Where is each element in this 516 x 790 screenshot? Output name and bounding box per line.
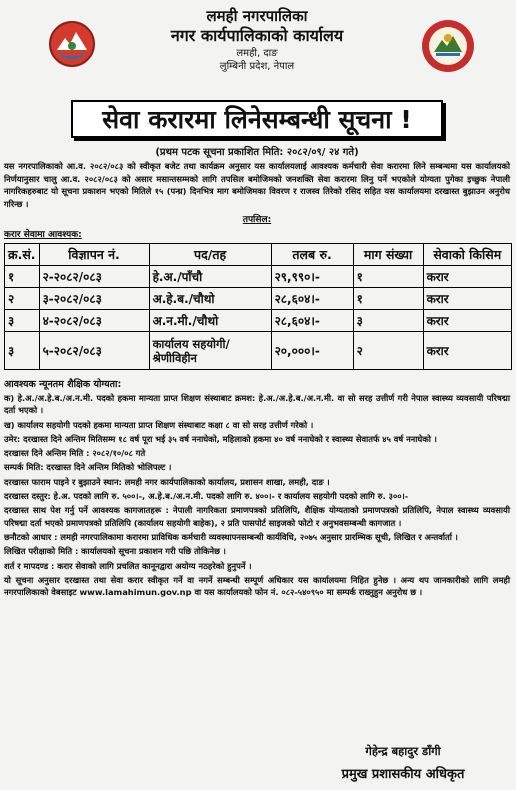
requirement-label: करार सेवामा आवश्यक:	[4, 230, 82, 240]
vacancy-table	[4, 243, 512, 370]
cell-post: हे.अ./पाँचौ	[149, 266, 271, 288]
table-row	[5, 288, 512, 310]
qualification-b: ख) कार्यालय सहयोगी पदको हकमा मान्यता प्राप्त शिक्षण संस्थाबाट कक्षा ८ वा सो सरह उत्तीर्ण गरेको ।	[4, 419, 314, 430]
cell-ad-no: २-२०८२/०८३	[39, 266, 149, 288]
cell-count: ३	[353, 310, 423, 332]
publication-date: (प्रथम पटक सूचना प्रकाशित मिति: २०८२/०९/ २४ गते)	[155, 147, 359, 158]
col-type: सेवाको किसिम	[423, 244, 511, 266]
office-province: लुम्बिनी प्रदेश, नेपाल	[219, 61, 295, 73]
age-limit: उमेर: दरखास्त दिने अन्तिम मितिसम्म १८ वर्ष पूरा भई ३५ वर्ष ननाघेको, महिलाको हकमा ४० वर्ष ननाघेको र स्वास्थ्य सेवातर्फ ४५ वर्ष ननाघेको ।	[4, 433, 437, 444]
header	[4, 8, 510, 96]
cell-ad-no: ३-२०८२/०८३	[39, 288, 149, 310]
office-place: लमही, दाङ	[236, 47, 278, 59]
website-link[interactable]: www.lamahimun.gov.np	[79, 587, 192, 598]
municipality-logo-icon	[420, 18, 476, 74]
cell-post: अ.हे.ब./चौथो	[149, 288, 271, 310]
table-caption: तपसिल:	[242, 215, 272, 225]
cell-post-line1: कार्यालय सहयोगी/	[152, 336, 230, 351]
cell-salary: २९,९९०।-	[271, 266, 353, 288]
exam-date: लिखित परीक्षाको मिति : कार्यालयको सूचना प्रकाशन गरी पछि तोकिनेछ ।	[4, 546, 226, 557]
signatory-name: गेहेन्द्र बहादुर डाँगी	[365, 744, 441, 758]
cell-salary: २०,०००।-	[271, 332, 353, 370]
closing-text-b: वा यस कार्यालयको फोन नं. ०८२-५४०९५० मा सम्पर्क राख्नुहुन अनुरोध छ ।	[194, 587, 423, 598]
intro-paragraph: यस नगरपालिकाको आ.व. २०८२/०८३ को स्वीकृत बजेट तथा कार्यक्रम अनुसार यस कार्यालयलाई आवश्यक कर्मचारी सेवा करारमा लिने सम्बन्धमा यस कार्यालयको निर्णयानुसार चालु आ.व. २०८२/०८३ को असार मसान्तसम्मको लागि तपसिल बमोजिमको जनशक्ति सेवा करारमा लिनु पर्ने भएकोले योग्यता पुगेका इच्छुक नेपाली नागरिकहरुबाट यो सूचना प्रकाशन भएको मितिले १५ (पन्ध्र) दिनभित्र माग बमोजिमका विवरण र राजस्व तिरेको रसिद सहित यस कार्यालयमा दरखास्त बुझाउन अनुरोध गरिन्छ ।	[4, 161, 510, 209]
required-documents: दरखास्त साथ पेश गर्नु पर्ने आवश्यक कागजातहरू : नेपाली नागरिकता प्रमाणपत्रको प्रतिलिपि, शैक्षिक योग्यताको प्रमाणपत्रको प्रतिलिपि, नेपाल स्वास्थ्य व्यवसायी परिषद्मा दर्ता भएको प्रमाणपत्रको प्रतिलिपि (कार्यालय सहयोगी बाहेक), २ प्रति पासपोर्ट साइजको फोटो र अनुभवसम्बन्धी कागजात ।	[4, 505, 510, 528]
closing-text-a: यो सूचना अनुसार दरखास्त तथा सेवा करार स्वीकृत गर्ने वा नगर्ने सम्बन्धी सम्पूर्ण अधिकार यस कार्यालयमा निहित हुनेछ । अन्य थप जानकारीको लागि लमही नगरपालिकाको वेबसाइट	[4, 574, 510, 598]
closing-paragraph	[4, 574, 510, 599]
conditions: शर्त र मापदण्ड : करार सेवाको लागि प्रचलित कानूनद्वारा अयोग्य नठहरेको हुनुपर्ने ।	[4, 560, 252, 571]
notice-title-banner: सेवा करारमा लिनेसम्बन्धी सूचना !	[71, 100, 443, 138]
col-count: माग संख्या	[353, 244, 423, 266]
cell-salary: २८,६०४।-	[271, 288, 353, 310]
qualification-a: क) हे.अ./अ.हे.ब./अ.न.मी. पदको हकमा मान्यता प्राप्त शिक्षण संस्थाबाट क्रमश: हे.अ./अ.हे.ब./अ.न.मी. वा सो सरह उत्तीर्ण गरी नेपाल स्वास्थ्य व्यवसायी परिषद्मा दर्ता भएको ।	[4, 393, 510, 416]
contact-date: सम्पर्क मिति: दरखास्त दिने अन्तिम मितिको भोलिपल्ट ।	[4, 462, 172, 473]
nepal-emblem-icon	[48, 20, 96, 68]
cell-type: करार	[423, 332, 511, 370]
cell-sn: ३	[5, 310, 40, 332]
cell-salary: २८,६०४।-	[271, 310, 353, 332]
table-header-row	[5, 244, 512, 266]
office-name: नगर कार्यपालिकाको कार्यालय	[170, 26, 344, 46]
selection-basis: छनौटको आधार : लमही नगरपालिकामा करारमा प्राविधिक कर्मचारी व्यवस्थापनसम्बन्धी कार्यविधि, २०७५ अनुसार प्रारम्भिक सूची, लिखित र अन्तर्वार्ता ।	[4, 531, 458, 542]
cell-count: १	[353, 288, 423, 310]
cell-sn: ३	[5, 332, 40, 370]
form-place: दरखास्त फाराम पाइने र बुझाउने स्थान: लमही नगर कार्यपालिकाको कार्यालय, प्रशासन शाखा, लमही, दाङ ।	[4, 476, 330, 487]
cell-sn: २	[5, 288, 40, 310]
table-row	[5, 266, 512, 288]
cell-ad-no: ५-२०८२/०८३	[39, 332, 149, 370]
col-ad-no: विज्ञापन नं.	[39, 244, 149, 266]
cell-post: अ.न.मी./चौथो	[149, 310, 271, 332]
cell-type: करार	[423, 288, 511, 310]
cell-type: करार	[423, 310, 511, 332]
cell-sn: १	[5, 266, 40, 288]
col-post: पद/तह	[149, 244, 271, 266]
qualification-title: आवश्यक न्यूनतम शैक्षिक योग्यता:	[4, 379, 122, 390]
cell-post	[149, 332, 271, 370]
col-sn: क्र.सं.	[5, 244, 40, 266]
table-row	[5, 332, 512, 370]
signatory-title: प्रमुख प्रशासकीय अधिकृत	[341, 767, 465, 782]
cell-count: २	[353, 332, 423, 370]
cell-ad-no: ४-२०८२/०८३	[39, 310, 149, 332]
col-salary: तलब रु.	[271, 244, 353, 266]
cell-count: १	[353, 266, 423, 288]
cell-post-line2: श्रेणीविहीन	[152, 350, 197, 365]
cell-type: करार	[423, 266, 511, 288]
municipality-name: लमही नगरपालिका	[206, 7, 308, 25]
application-fee: दरखास्त दस्तुर: हे.अ. पदको लागि रु. ५००।-, अ.हे.ब./अ.न.मी. पदको लागि रु. ४००।- र कार्यालय सहयोगी पदको लागि रु. ३००।-	[4, 491, 409, 502]
table-row	[5, 310, 512, 332]
application-deadline: दरखास्त दिने अन्तिम मिति : २०८२/१०/०८ गते	[4, 448, 146, 459]
